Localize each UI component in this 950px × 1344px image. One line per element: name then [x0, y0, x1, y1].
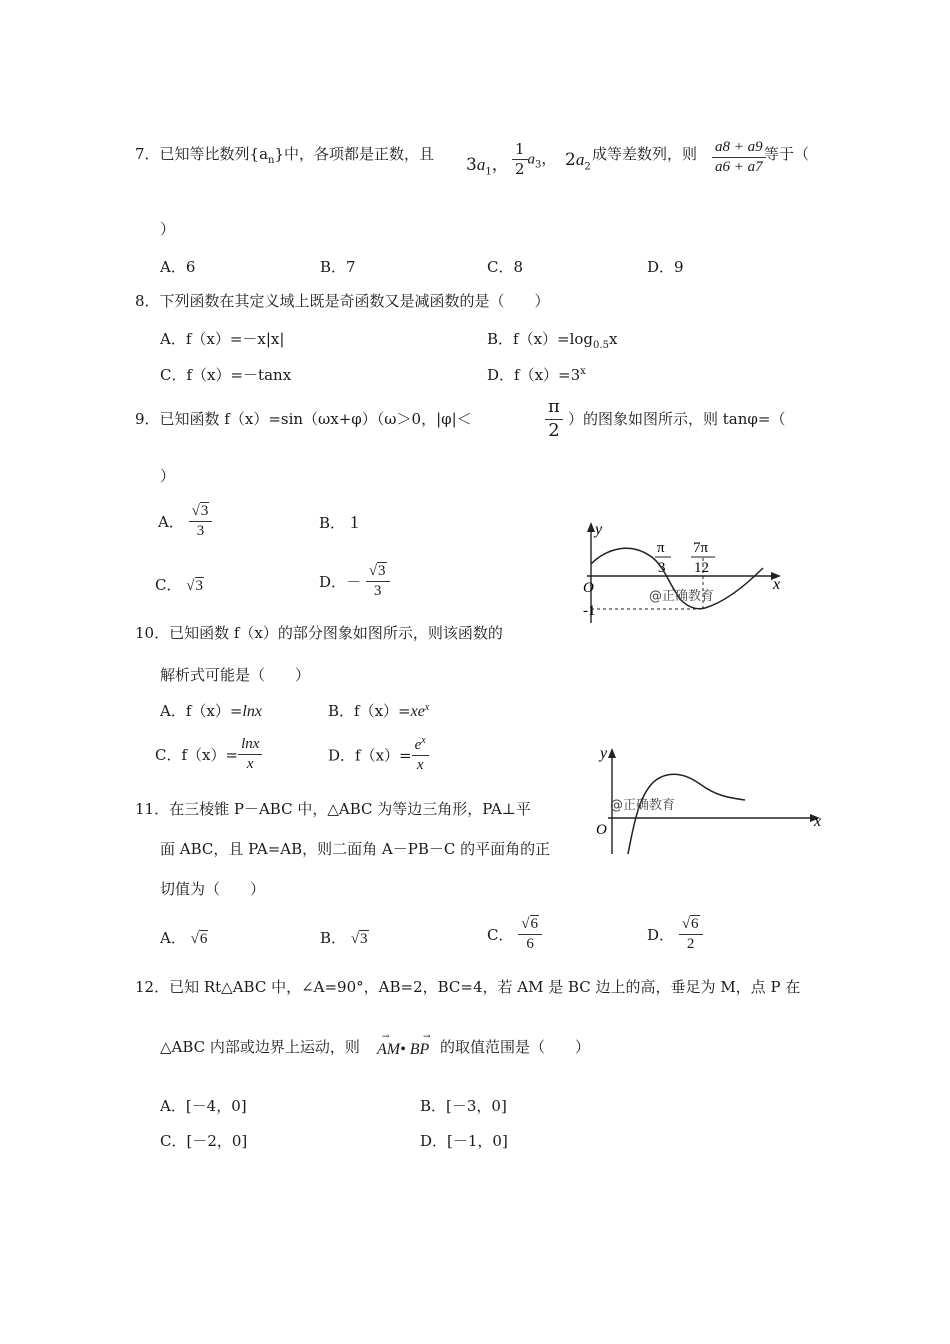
q7-term-2a2: $2a_2$ — [565, 150, 591, 173]
q7-term-half-a3: $\frac{1}{2}$ $a_3$， — [512, 140, 556, 179]
q7-stem: 7．已知等比数列$\{a_n\}$中，各项都是正数，且 — [135, 145, 435, 166]
q8-stem: 8．下列函数在其定义域上既是奇函数又是减函数的是（ ） — [135, 292, 550, 310]
q11-option-c: C． $\frac{√6}{6}$ — [487, 915, 542, 954]
q9-tick-7pi-12-den: 12 — [694, 560, 709, 576]
q9-minus-one-label: -1 — [583, 603, 596, 619]
q12-option-b: B．[－3，0] — [420, 1097, 507, 1115]
q7-ratio-fraction: $\frac{a8 + a9}{a6 + a7}$ — [712, 138, 766, 177]
q9-tick-pi-3-den: 3 — [658, 560, 666, 576]
q10-watermark: @正确教育 — [610, 798, 676, 813]
q9-option-b: B． 1 — [319, 512, 359, 532]
q10-curve — [628, 774, 745, 854]
q11-line1: 11．在三棱锥 P－ABC 中，△ABC 为等边三角形，PA⊥平 — [135, 800, 531, 818]
q11-line2: 面 ABC，且 PA=AB，则二面角 A－PB－C 的平面角的正 — [160, 840, 551, 858]
q9-y-arrow — [587, 522, 595, 532]
q9-option-c: C． √3 — [155, 576, 203, 594]
q9-stem-b: ）的图象如图所示，则 tanφ=（ — [568, 410, 786, 428]
q7-option-d: D．9 — [647, 258, 684, 276]
q7-close-paren: ） — [160, 220, 176, 238]
q7-stem-c: 成等差数列，则 — [592, 145, 698, 163]
q9-pi-over-2: $\frac{\pi}{2}$ — [545, 396, 563, 442]
q11-option-a: A． √6 — [160, 929, 208, 947]
q10-stem-line1: 10．已知函数 f（x）的部分图象如图所示，则该函数的 — [135, 624, 503, 642]
q8-option-d: D．$f(x)=3^x$ — [487, 366, 586, 384]
q8-option-b: B．$f(x)=\log_{0.5}x$ — [487, 330, 618, 351]
q9-x-label: x — [773, 576, 781, 593]
q9-sine-graph — [585, 518, 790, 628]
q12-vector-expr: → → AM• BP — [377, 1032, 431, 1058]
q7-term-3a1: $3a_1$， — [466, 155, 509, 178]
q10-y-arrow — [608, 748, 616, 758]
q8-option-c: C．f（x）=－tanx — [160, 366, 292, 384]
q9-close-paren: ） — [160, 467, 176, 485]
q10-option-d: D．f（x）= $\frac{e^x}{x}$ — [328, 735, 429, 775]
q10-option-b: B．$f(x)=xe^x$ — [328, 702, 430, 720]
q9-y-label: y — [595, 521, 603, 538]
q12-option-d: D．[－1，0] — [420, 1132, 508, 1150]
q9-tick-7pi-12-num: 7π — [693, 540, 709, 556]
q7-stem-d: 等于（ — [764, 145, 810, 163]
q9-stem-a: 9．已知函数 f（x）=sin（ωx+φ）（ω＞0，|φ|＜ — [135, 410, 472, 428]
q10-origin-label: O — [596, 822, 607, 838]
q10-x-label: x — [814, 813, 822, 830]
q12-line1: 12．已知 Rt△ABC 中，∠A=90°，AB=2，BC=4，若 AM 是 BC 边上的高，垂足为 M，点 P 在 — [135, 978, 801, 996]
q9-watermark: @正确教育 — [649, 589, 715, 604]
q10-y-label: y — [600, 745, 608, 762]
q8-option-a: A．f（x）=－x|x| — [160, 330, 285, 348]
q10-stem-line2: 解析式可能是（ ） — [160, 666, 311, 684]
q9-option-a: A． $\frac{√3}{3}$ — [158, 502, 212, 541]
q10-function-graph — [590, 742, 830, 857]
q12-option-a: A．[－4，0] — [160, 1097, 247, 1115]
q9-origin-label: O — [583, 580, 594, 596]
q9-tick-pi-3-num: π — [657, 540, 665, 556]
q11-option-b: B． √3 — [320, 929, 368, 947]
q11-line3: 切值为（ ） — [160, 880, 266, 898]
q9-option-d: D．－ $\frac{√3}{3}$ — [319, 562, 390, 601]
q12-line2-a: △ABC 内部或边界上运动，则 — [160, 1038, 360, 1056]
q10-option-a: A．f（x）=lnx — [160, 702, 262, 720]
q7-option-b: B．7 — [320, 258, 356, 276]
q10-option-c: C．f（x）= $\frac{\ln x}{x}$ — [155, 735, 262, 774]
q7-option-c: C．8 — [487, 258, 524, 276]
q11-option-d: D． $\frac{√6}{2}$ — [647, 915, 703, 954]
q12-line2-b: 的取值范围是（ ） — [440, 1038, 591, 1056]
q7-option-a: A．6 — [160, 258, 196, 276]
q12-option-c: C．[－2，0] — [160, 1132, 248, 1150]
